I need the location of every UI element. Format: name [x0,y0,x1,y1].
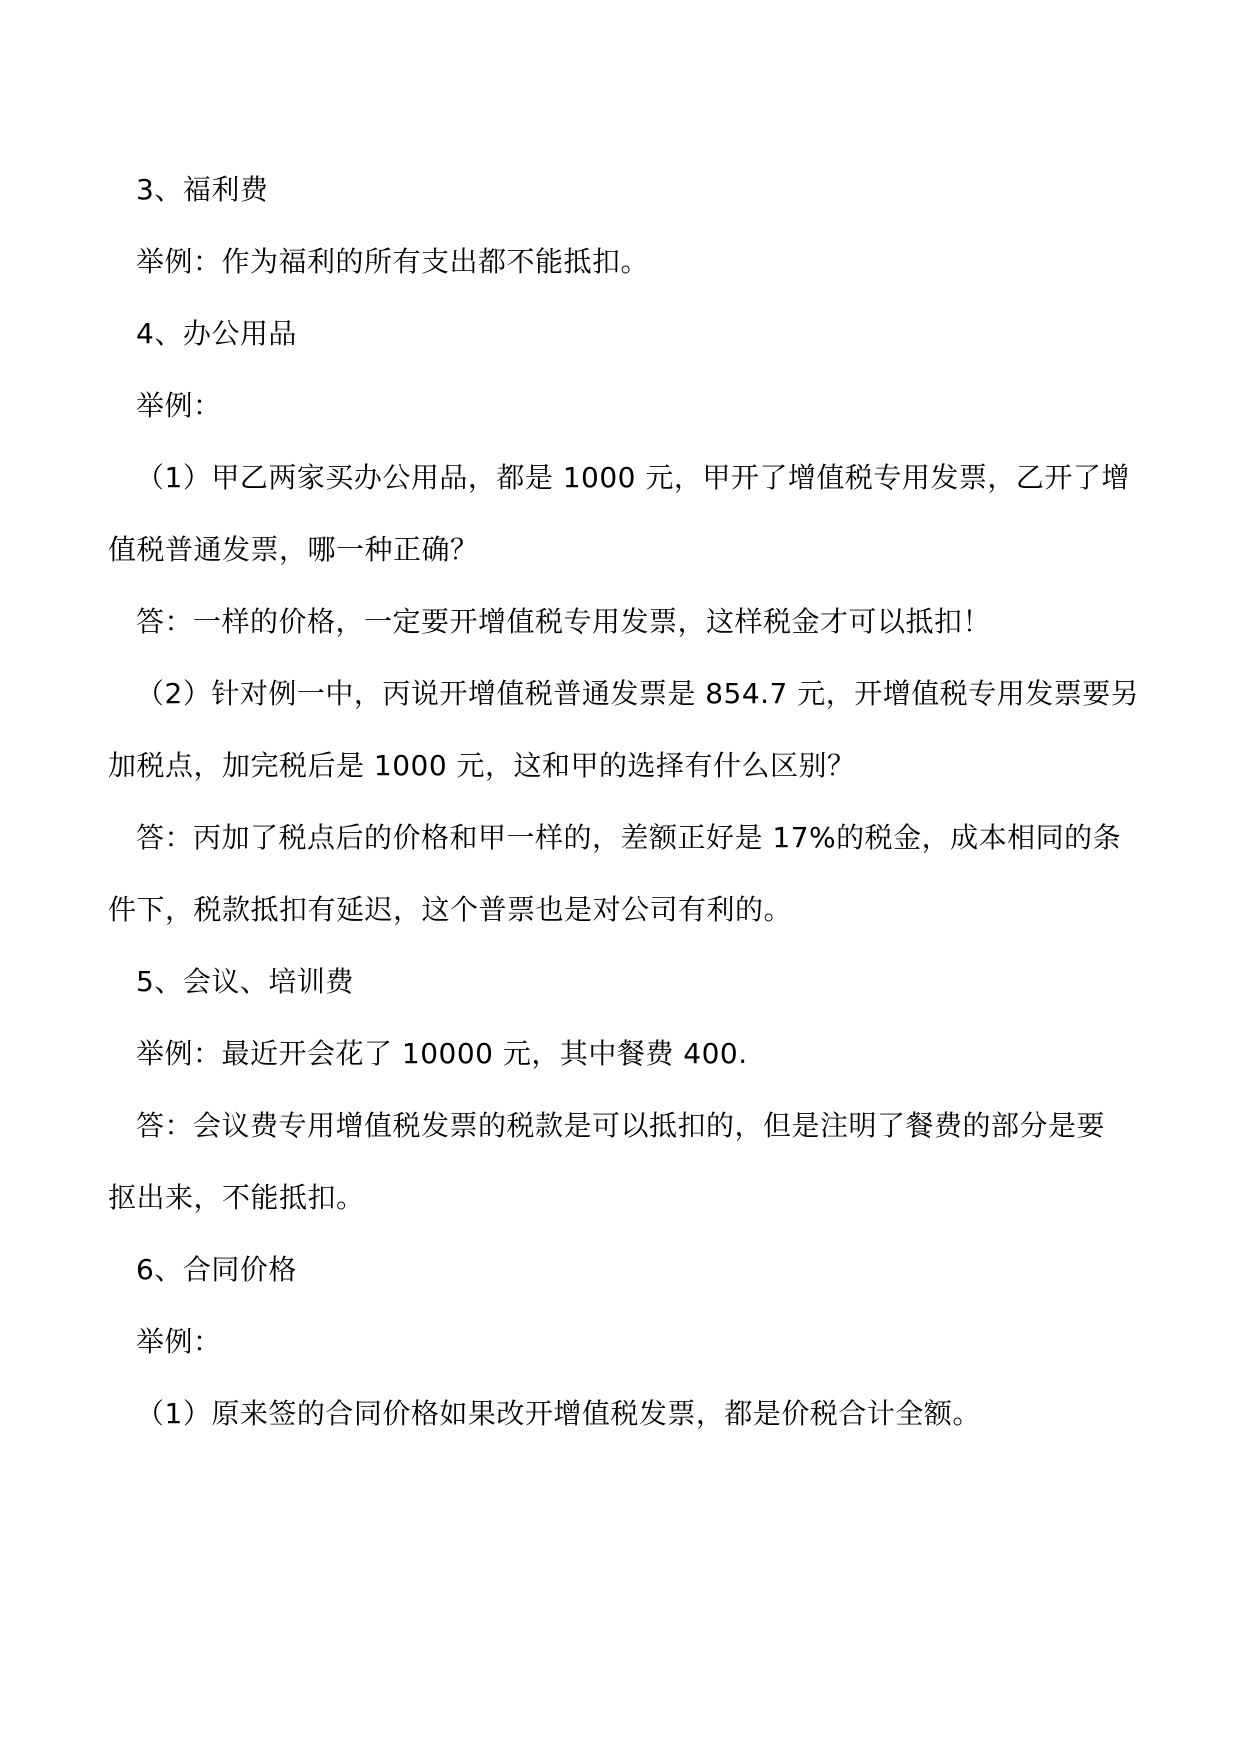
paragraph: 答：丙加了税点后的价格和甲一样的，差额正好是 17%的税金，成本相同的条 [136,821,1122,854]
paragraph: 件下，税款抵扣有延迟，这个普票也是对公司有利的。 [108,893,793,926]
paragraph: 加税点，加完税后是 1000 元，这和甲的选择有什么区别？ [108,749,856,782]
paragraph: 值税普通发票，哪一种正确？ [108,533,479,566]
paragraph: （1）原来签的合同价格如果改开增值税发票，都是价税合计全额。 [136,1397,981,1430]
paragraph: （1）甲乙两家买办公用品，都是 1000 元，甲开了增值税专用发票，乙开了增 [136,461,1130,494]
paragraph: 抠出来，不能抵扣。 [108,1181,365,1214]
paragraph: 答：会议费专用增值税发票的税款是可以抵扣的，但是注明了餐费的部分是要 [136,1109,1106,1142]
paragraph: 举例： [136,1325,222,1358]
paragraph: 举例：最近开会花了 10000 元，其中餐费 400. [136,1037,748,1070]
paragraph: 答：一样的价格，一定要开增值税专用发票，这样税金才可以抵扣！ [136,605,992,638]
section-heading-welfare: 3、福利费 [136,173,269,206]
section-heading-office-supplies: 4、办公用品 [136,317,297,350]
paragraph: 举例： [136,389,222,422]
section-heading-contract-price: 6、合同价格 [136,1253,297,1286]
section-heading-meeting-training: 5、会议、培训费 [136,965,354,998]
paragraph: （2）针对例一中，丙说开增值税普通发票是 854.7 元，开增值税专用发票要另 [136,677,1140,710]
paragraph: 举例：作为福利的所有支出都不能抵扣。 [136,245,650,278]
